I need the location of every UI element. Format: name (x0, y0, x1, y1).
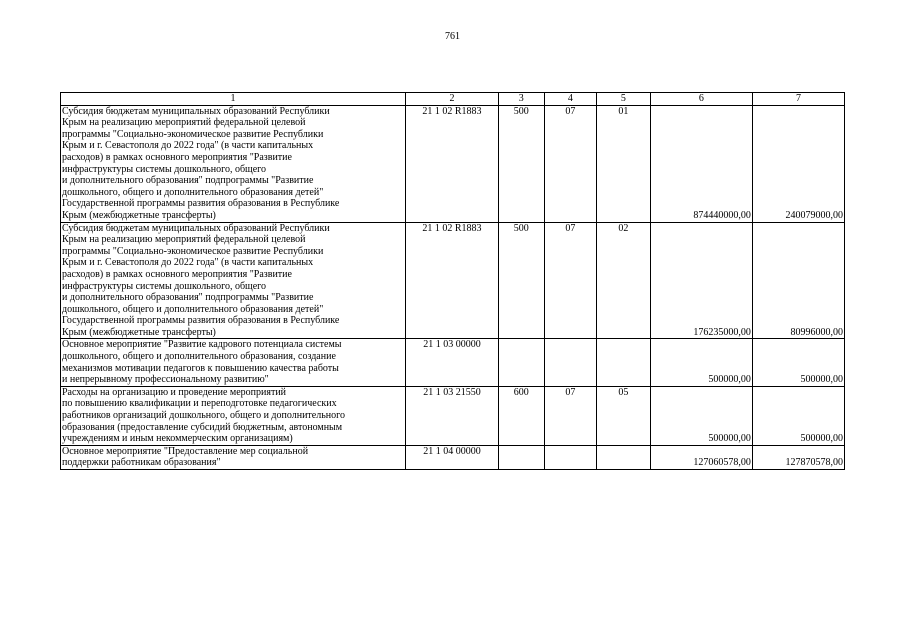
header-cell: 3 (499, 93, 545, 106)
header-cell: 4 (544, 93, 597, 106)
row-code-cell: 21 1 04 00000 (405, 445, 498, 469)
row-col3-cell: 500 (499, 222, 545, 339)
row-amount-col6: 874440000,00 (650, 105, 752, 222)
row-col5-cell: 01 (597, 105, 651, 222)
row-amount-col7: 500000,00 (752, 339, 844, 386)
row-amount-col7: 240079000,00 (752, 105, 844, 222)
table-header-row (61, 93, 845, 106)
row-name-cell: Субсидия бюджетам муниципальных образований Республики Крым на реализацию мероприятий федеральной целевой программы "Социально-экономическое развитие Республики Крым и г. Севастополя до 2022 года" (в части капитальных расходов) в рамках основного мероприятия "Развитие инфраструктуры системы дошкольного, общего и дополнительного образования" подпрограммы "Развитие дошкольного, общего и дополнительного образования детей" Государственной программы развития образования в Республике Крым (межбюджетные трансферты) (61, 105, 406, 222)
row-col4-cell: 07 (544, 386, 597, 445)
row-col3-cell (499, 339, 545, 386)
header-cell: 1 (61, 93, 406, 106)
table-row (61, 105, 845, 222)
row-col4-cell: 07 (544, 222, 597, 339)
row-code-cell: 21 1 03 00000 (405, 339, 498, 386)
row-col5-cell: 05 (597, 386, 651, 445)
row-name-cell: Расходы на организацию и проведение мероприятий по повышению квалификации и переподготовке педагогических работников организаций дошкольного, общего и дополнительного образования (предоставление субсидий бюджетным, автономным учреждениям и иным некоммерческим организациям) (61, 386, 406, 445)
row-col3-cell (499, 445, 545, 469)
table-row (61, 222, 845, 339)
table-row (61, 445, 845, 469)
row-col5-cell (597, 445, 651, 469)
row-name-cell: Основное мероприятие "Развитие кадрового потенциала системы дошкольного, общего и дополнительного образования, создание механизмов мотивации педагогов к повышению качества работы и непрерывному профессиональному развитию" (61, 339, 406, 386)
header-cell: 7 (752, 93, 844, 106)
row-name-cell: Субсидия бюджетам муниципальных образований Республики Крым на реализацию мероприятий федеральной целевой программы "Социально-экономическое развитие Республики Крым и г. Севастополя до 2022 года" (в части капитальных расходов) в рамках основного мероприятия "Развитие инфраструктуры системы дошкольного, общего и дополнительного образования" подпрограммы "Развитие дошкольного, общего и дополнительного образования детей" Государственной программы развития образования в Республике Крым (межбюджетные трансферты) (61, 222, 406, 339)
row-col3-cell: 600 (499, 386, 545, 445)
table-row (61, 386, 845, 445)
row-amount-col6: 500000,00 (650, 386, 752, 445)
row-amount-col7: 500000,00 (752, 386, 844, 445)
row-amount-col7: 127870578,00 (752, 445, 844, 469)
row-amount-col7: 80996000,00 (752, 222, 844, 339)
row-name-cell: Основное мероприятие "Предоставление мер социальной поддержки работникам образования" (61, 445, 406, 469)
row-code-cell: 21 1 02 R1883 (405, 105, 498, 222)
row-col4-cell (544, 445, 597, 469)
header-cell: 2 (405, 93, 498, 106)
header-cell: 5 (597, 93, 651, 106)
row-col5-cell: 02 (597, 222, 651, 339)
row-amount-col6: 500000,00 (650, 339, 752, 386)
row-amount-col6: 176235000,00 (650, 222, 752, 339)
row-col4-cell: 07 (544, 105, 597, 222)
row-code-cell: 21 1 03 21550 (405, 386, 498, 445)
row-amount-col6: 127060578,00 (650, 445, 752, 469)
budget-table (60, 92, 845, 470)
page-number: 761 (445, 31, 460, 42)
row-col3-cell: 500 (499, 105, 545, 222)
header-cell: 6 (650, 93, 752, 106)
row-col4-cell (544, 339, 597, 386)
table-row (61, 339, 845, 386)
row-code-cell: 21 1 02 R1883 (405, 222, 498, 339)
row-col5-cell (597, 339, 651, 386)
